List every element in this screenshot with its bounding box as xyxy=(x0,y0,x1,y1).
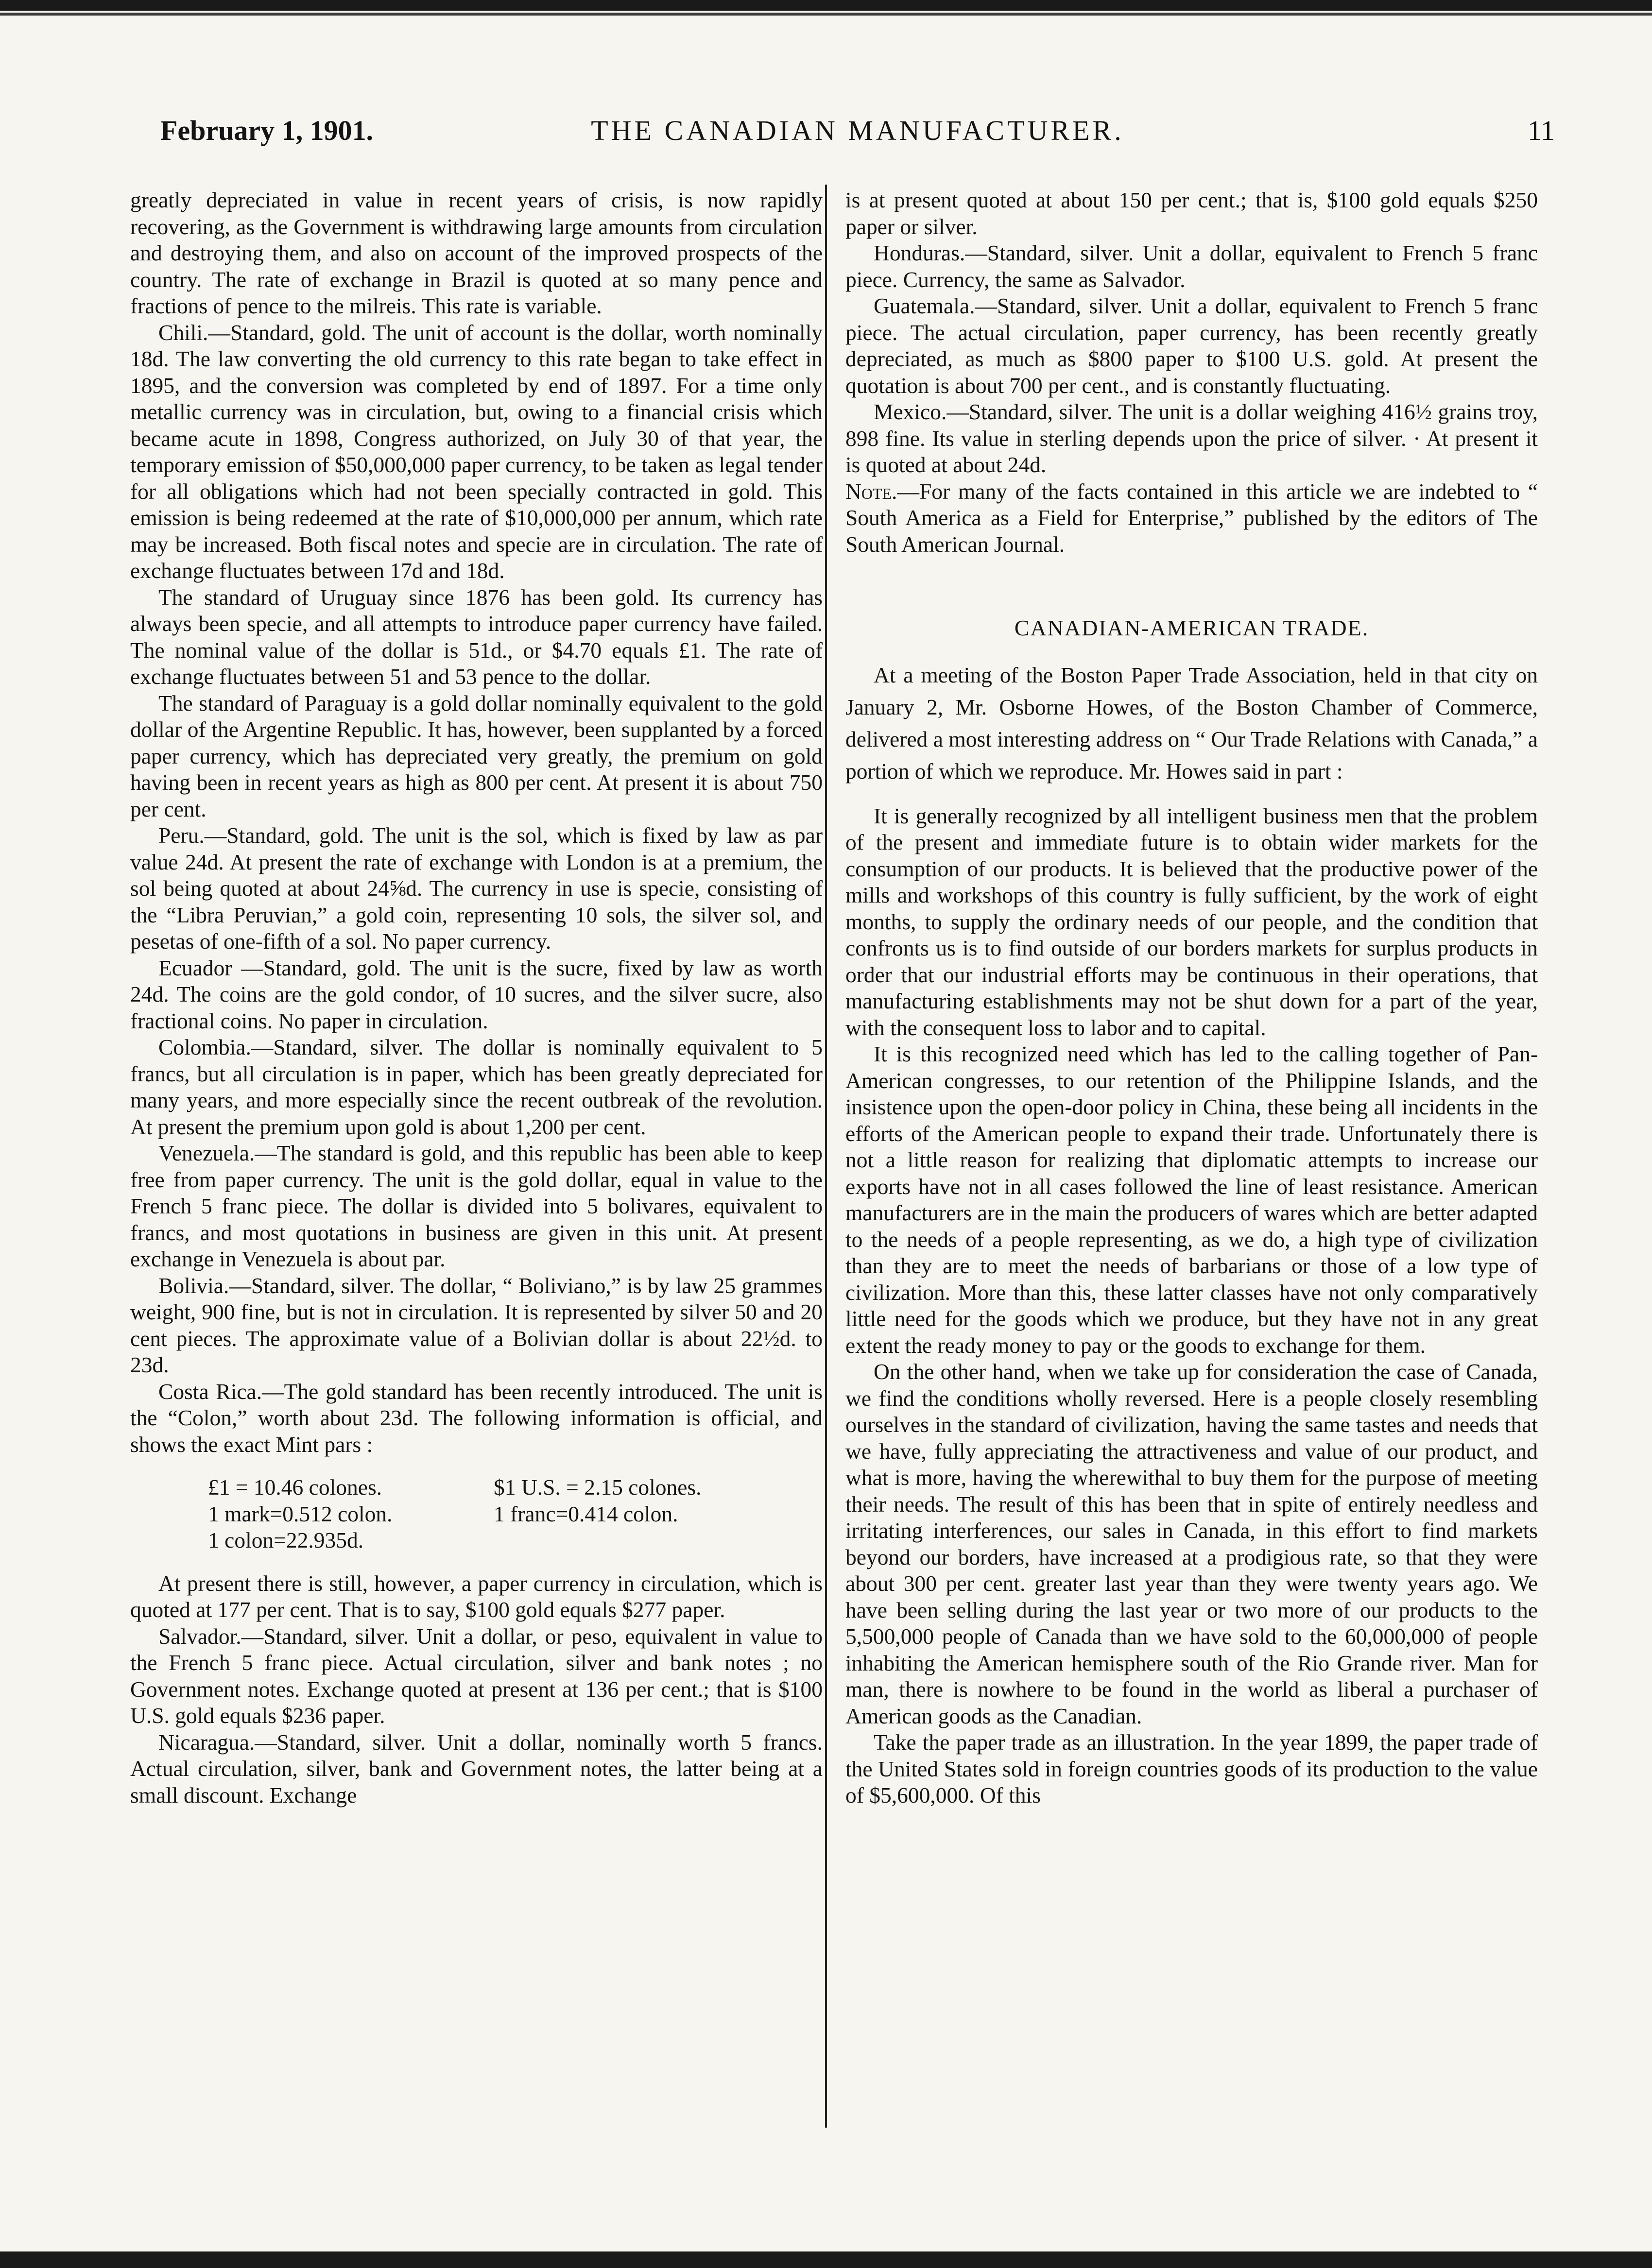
paragraph-honduras: Honduras.—Standard, silver. Unit a dollar, equivalent to French 5 franc piece. Currency, the same as Salvador. xyxy=(845,240,1538,292)
mint-cell: 1 mark=0.512 colon. xyxy=(208,1501,393,1526)
paragraph-brazil-continued: greatly depreciated in value in recent years of crisis, is now rapidly recovering, as the Government is withdrawing large amounts from circulation and destroying them, and also on account of the improved prospects of the country. The rate of exchange in Brazil is quoted at so many pence and fractions of pence to the milreis. This rate is variable. xyxy=(130,188,823,318)
paragraph-paraguay: The standard of Paraguay is a gold dollar nominally equivalent to the gold dollar of the Argentine Republic. It has, however, been supplanted by a forced paper currency, which has depreciated very greatly, the premium on gold having been in recent years as high as 800 per cent. At present it is about 750 per cent. xyxy=(130,690,823,821)
mint-cell: $1 U.S. = 2.15 colones. xyxy=(494,1475,702,1500)
paragraph-peru: Peru.—Standard, gold. The unit is the sol, which is fixed by law as par value 24d. At present the rate of exchange with London is at a premium, the sol being quoted at about 24⅝d. The currency in use is specie, consisting of the “Libra Peruvian,” a gold coin, representing 10 sols, the silver sol, and pesetas of one-fifth of a sol. No paper currency. xyxy=(130,823,823,954)
note-label: Note. xyxy=(845,478,897,504)
mint-row xyxy=(208,1474,823,1501)
paragraph-quote-4: Take the paper trade as an illustration. In the year 1899, the paper trade of the United States sold in foreign countries goods of its production to the value of $5,600,000. Of this xyxy=(845,1730,1538,1808)
mint-row xyxy=(208,1527,823,1554)
page-header xyxy=(160,117,1555,160)
paragraph-nicaragua-continued: is at present quoted at about 150 per cent.; that is, $100 gold equals $250 paper or silver. xyxy=(845,188,1538,239)
top-border xyxy=(0,0,1652,11)
page-number: 11 xyxy=(1528,115,1555,146)
paragraph-nicaragua: Nicaragua.—Standard, silver. Unit a dollar, nominally worth 5 francs. Actual circulation, silver, bank and Government notes, the latter being at a small discount. Exchange xyxy=(130,1729,823,1808)
paragraph-costa-rica-paper: At present there is still, however, a paper currency in circulation, which is quoted at 177 per cent. That is to say, $100 gold equals $277 paper. xyxy=(130,1570,823,1622)
article-title: CANADIAN-AMERICAN TRADE. xyxy=(1014,615,1369,640)
note-text: —For many of the facts contained in this article we are indebted to “ South America as a Field for Enterprise,” published by the editors of The South American Journal. xyxy=(845,478,1538,557)
paragraph-guatemala: Guatemala.—Standard, silver. Unit a dollar, equivalent to French 5 franc piece. The actual circulation, paper currency, has been recently greatly depreciated, as much as $800 paper to $100 U.S. gold. At present the quotation is about 700 per cent., and is constantly fluctuating. xyxy=(845,293,1538,398)
paragraph-mexico: Mexico.—Standard, silver. The unit is a dollar weighing 416½ grains troy, 898 fine. Its value in sterling depends upon the price of silver. · At present it is quoted at about 24d. xyxy=(845,399,1538,477)
left-column xyxy=(130,187,823,2135)
paragraph-costa-rica: Costa Rica.—The gold standard has been recently introduced. The unit is the “Colon,” worth about 23d. The following information is official, and shows the exact Mint pars : xyxy=(130,1379,823,1457)
source-note xyxy=(845,478,1538,558)
right-column xyxy=(845,187,1538,2135)
paragraph-chili: Chili.—Standard, gold. The unit of account is the dollar, worth nominally 18d. The law converting the old currency to this rate began to take effect in 1895, and the conversion was completed by end of 1897. For a time only metallic currency was in circulation, but, owing to a financial crisis which became acute in 1898, Congress authorized, on July 30 of that year, the temporary emission of $50,000,000 paper currency, to be taken as legal tender for all obligations which had not been specially contracted in gold. This emission is being redeemed at the rate of $10,000,000 per annum, which rate may be increased. Both fiscal notes and specie are in circulation. The rate of exchange fluctuates between 17d and 18d. xyxy=(130,320,823,583)
paragraph-uruguay: The standard of Uruguay since 1876 has been gold. Its currency has always been specie, and all attempts to introduce paper currency have failed. The nominal value of the dollar is 51d., or $4.70 equals £1. The rate of exchange fluctuates between 51 and 53 pence to the dollar. xyxy=(130,584,823,689)
mint-row xyxy=(208,1501,823,1528)
issue-date: February 1, 1901. xyxy=(160,115,374,146)
paragraph-colombia: Colombia.—Standard, silver. The dollar is nominally equivalent to 5 francs, but all circulation is in paper, which has been greatly depreciated for many years, and more especially since the recent outbreak of the revolution. At present the premium upon gold is about 1,200 per cent. xyxy=(130,1035,823,1139)
paragraph-venezuela: Venezuela.—The standard is gold, and this republic has been able to keep free from paper currency. The unit is the gold dollar, equal in value to the French 5 franc piece. The dollar is divided into 5 bolivares, equivalent to francs, and most quotations in business are given in this unit. At present exchange in Venezuela is about par. xyxy=(130,1141,823,1271)
mint-cell: 1 franc=0.414 colon. xyxy=(494,1501,678,1526)
paragraph-quote-3: On the other hand, when we take up for consideration the case of Canada, we find the conditions wholly reversed. Here is a people closely resembling ourselves in the standard of civilization, having the same tastes and needs that we have, fully appreciating the attractiveness and value of our product, and what is more, having the wherewithal to buy them for the purpose of meeting their needs. The result of this has been that in spite of entirely needless and irritating interferences, our sales in Canada, in this effort to find markets beyond our borders, have increased at a prodigious rate, so that they were about 300 per cent. greater last year than they were twenty years ago. We have been selling during the last year or two more of our products to the 5,500,000 people of Canada than we have sold to the 60,000,000 of people inhabiting the American hemisphere south of the Rio Grande river. Man for man, there is nowhere to be found in the world as liberal a purchaser of American goods as the Canadian. xyxy=(845,1359,1538,1728)
article-intro xyxy=(845,659,1538,787)
top-border-thin xyxy=(0,13,1652,16)
publication-title: THE CANADIAN MANUFACTURER. xyxy=(591,115,1124,146)
paragraph-intro: At a meeting of the Boston Paper Trade Association, held in that city on January 2, Mr. Osborne Howes, of the Boston Chamber of Commerce, delivered a most interesting address on “ Our Trade Relations with Canada,” a portion of which we reproduce. Mr. Howes said in part : xyxy=(845,662,1538,784)
mint-cell: £1 = 10.46 colones. xyxy=(208,1475,382,1500)
paragraph-ecuador: Ecuador —Standard, gold. The unit is the sucre, fixed by law as worth 24d. The coins are the gold condor, of 10 sucres, and the silver sucre, also fractional coins. No paper in circulation. xyxy=(130,955,823,1033)
bottom-border xyxy=(0,2251,1652,2268)
mint-pars-table xyxy=(208,1474,823,1554)
paragraph-quote-1: It is generally recognized by all intelligent business men that the problem of the present and immediate future is to obtain wider markets for the consumption of our products. It is believed that the productive power of the mills and workshops of this country is fully sufficient, by the work of eight months, to supply the ordinary needs of our people, and the condition that confronts us is to find outside of our borders markets for surplus products in order that our industrial efforts may be continuous in their operations, that manufacturing establishments may not be shut down for a part of the year, with the consequent loss to labor and to capital. xyxy=(845,803,1538,1040)
paragraph-salvador: Salvador.—Standard, silver. Unit a dollar, or peso, equivalent in value to the French 5 franc piece. Actual circulation, silver and bank notes ; no Government notes. Exchange quoted at present at 136 per cent.; that is $100 U.S. gold equals $236 paper. xyxy=(130,1623,823,1728)
mint-cell: 1 colon=22.935d. xyxy=(208,1528,364,1552)
column-divider xyxy=(825,185,827,2128)
paragraph-quote-2: It is this recognized need which has led to the calling together of Pan-American congresses, to our retention of the Philippine Islands, and the insistence upon the open-door policy in China, these being all incidents in the efforts of the American people to expand their trade. Unfortunately there is not a little reason for realizing that diplomatic attempts to increase our exports have not in all cases followed the line of least resistance. American manufacturers are in the main the producers of wares which are better adapted to the needs of a people representing, as we do, a high type of civilization than they are to meet the needs of barbarians or those of a low type of civilization. More than this, these latter classes have not only comparatively little need for the goods which we produce, but they have not in any great extent the ready money to pay or the goods to exchange for them. xyxy=(845,1041,1538,1358)
paragraph-bolivia: Bolivia.—Standard, silver. The dollar, “ Boliviano,” is by law 25 grammes weight, 900 fine, but is not in circulation. It is represented by silver 50 and 20 cent pieces. The approximate value of a Bolivian dollar is about 22½d. to 23d. xyxy=(130,1273,823,1377)
